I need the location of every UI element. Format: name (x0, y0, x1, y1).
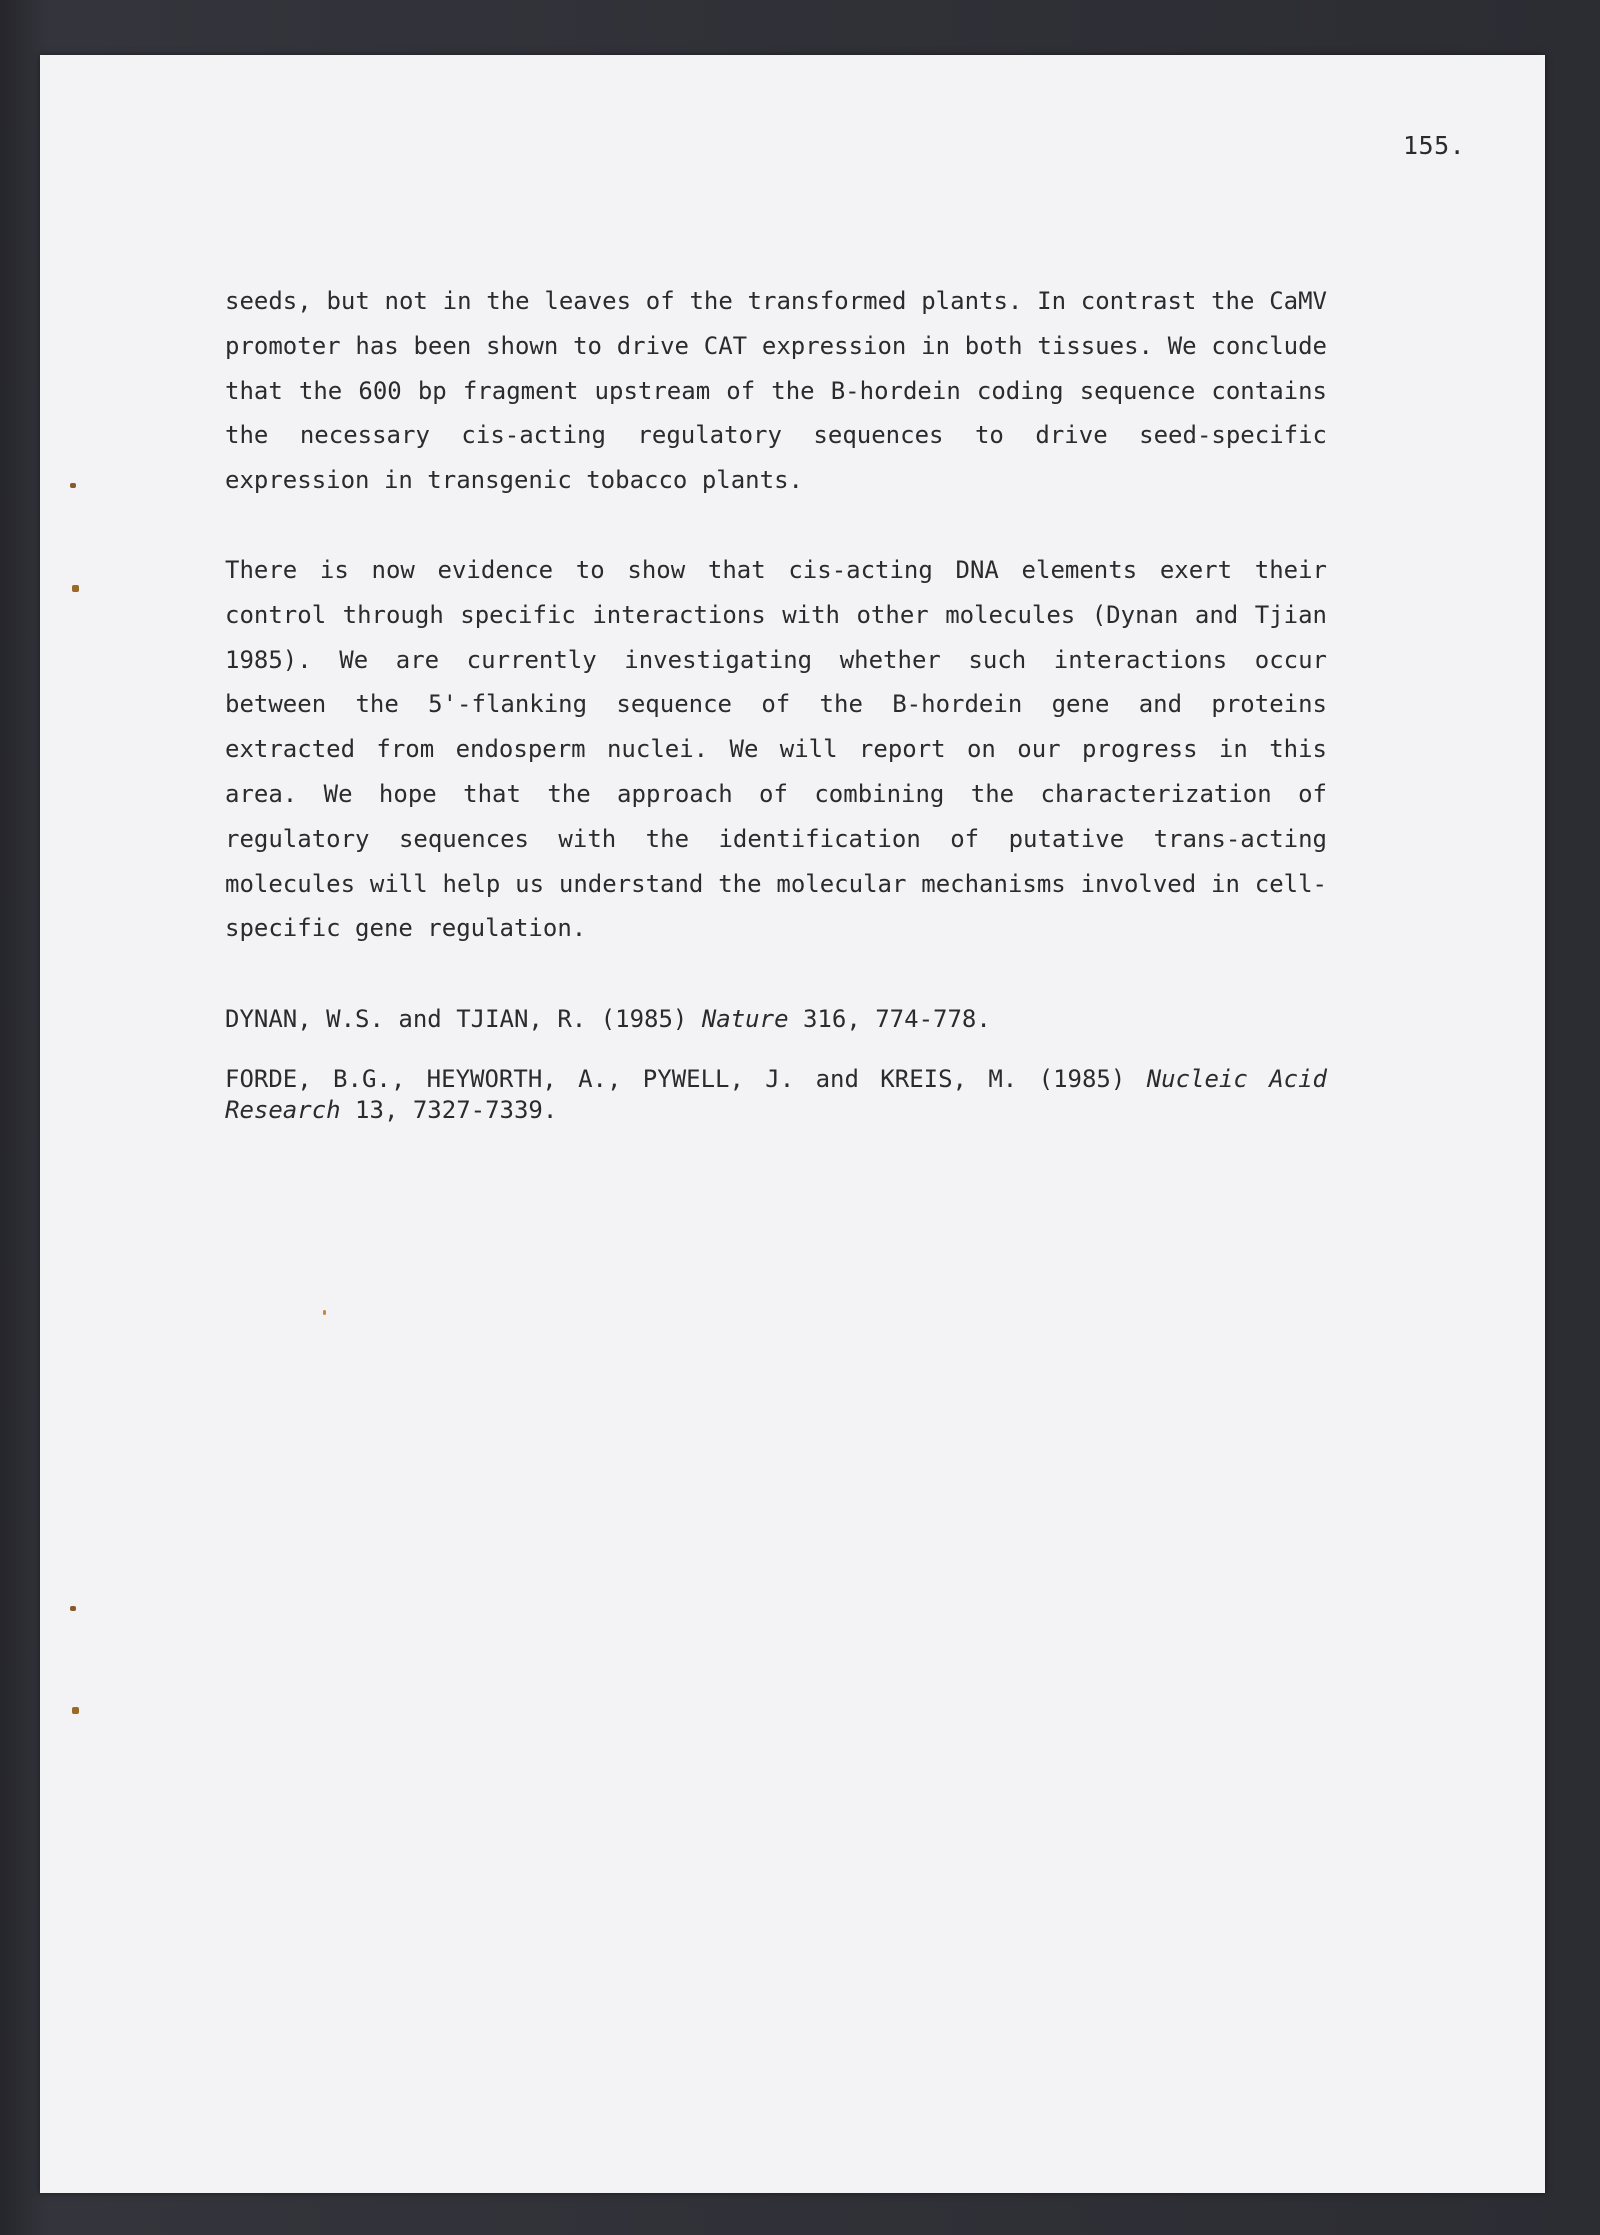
punch-hole-mark (70, 1606, 76, 1611)
reference-details: 13, 7327-7339. (340, 1096, 558, 1124)
reference-journal: Nature (701, 1005, 789, 1033)
body-paragraph: seeds, but not in the leaves of the transformed plants. In contrast the CaMV promoter has been shown to drive CAT expression in both tissues. We conclude that the 600 bp fragment upstream of the B-hordein coding sequence contains the necessary cis-acting regulatory sequences to drive seed-specific expression in transgenic tobacco plants. (225, 287, 1327, 495)
paper-speck (323, 1310, 326, 1315)
punch-hole-mark (70, 483, 76, 488)
reference-details: 316, 774-778. (788, 1005, 991, 1033)
reference-entry (225, 1064, 1327, 1126)
page-number: 155. (1403, 131, 1466, 160)
reference-journal: Nucleic Acid Research (225, 1065, 1327, 1124)
punch-hole-mark (72, 585, 79, 592)
reference-entry (225, 1004, 1327, 1035)
body-paragraph: There is now evidence to show that cis-acting DNA elements exert their control through specific interactions with other molecules (Dynan and Tjian 1985). We are currently investigating whether such interactions occur between the 5'-flanking sequence of the B-hordein gene and proteins extracted from endosperm nuclei. We will report on our progress in this area. We hope that the approach of combining the characterization of regulatory sequences with the identification of putative trans-acting molecules will help us understand the molecular mechanisms involved in cell-specific gene regulation. (225, 556, 1327, 943)
reference-authors: FORDE, B.G., HEYWORTH, A., PYWELL, J. and KREIS, M. (1985) (225, 1065, 1147, 1093)
reference-authors: DYNAN, W.S. and TJIAN, R. (1985) (225, 1005, 702, 1033)
punch-hole-mark (72, 1707, 79, 1714)
